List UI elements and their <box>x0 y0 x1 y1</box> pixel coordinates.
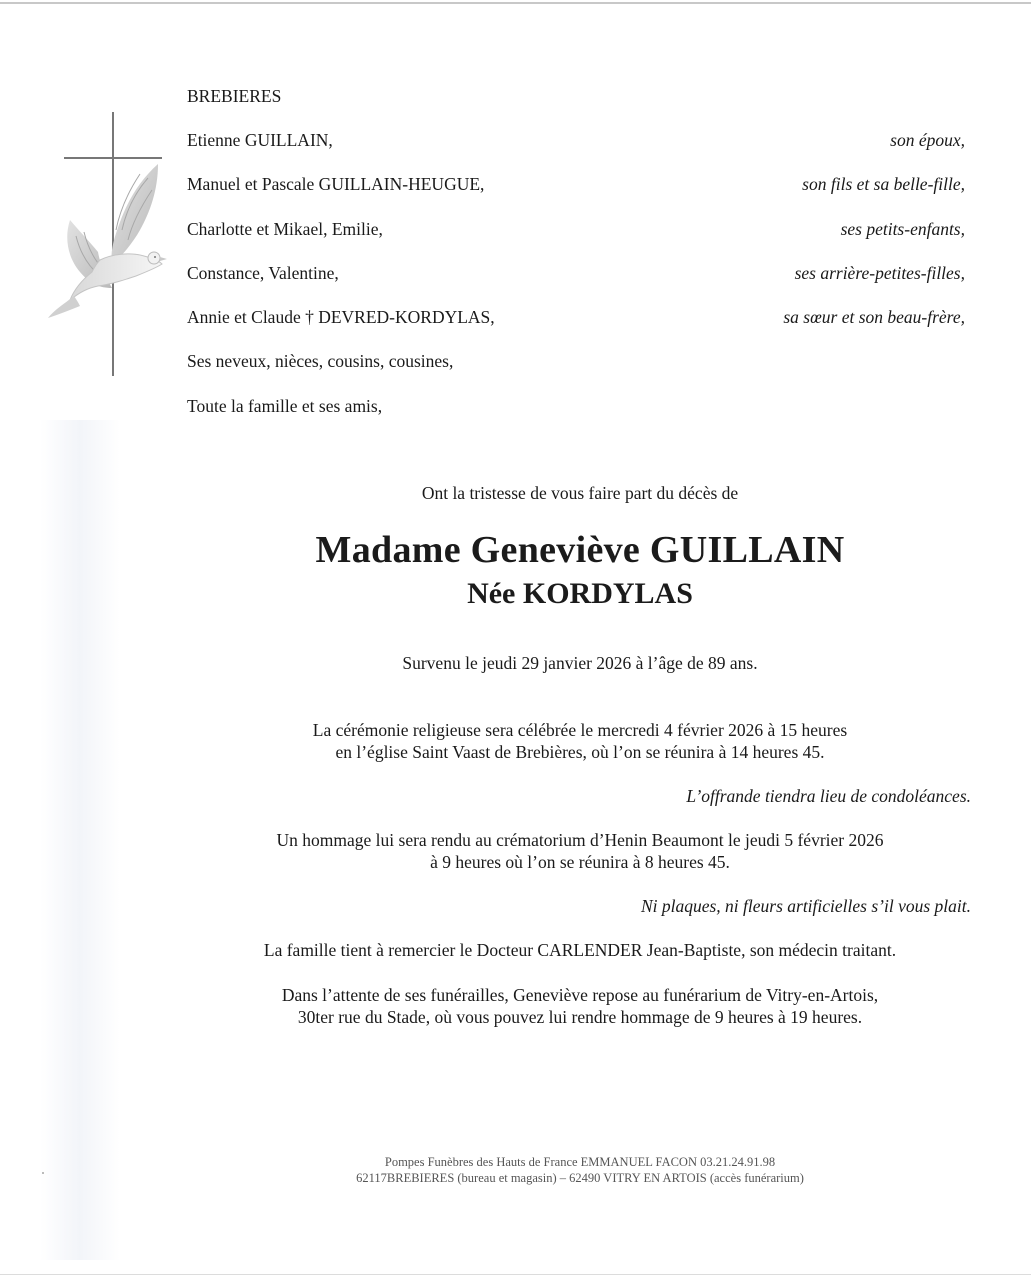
footer-line-1: Pompes Funèbres des Hauts de France EMMANUEL FACON 03.21.24.91.98 <box>384 1155 776 1169</box>
family-name-2: Manuel et Pascale GUILLAIN-HEUGUE, <box>187 174 485 194</box>
funerarium-line-2: 30ter rue du Stade, où vous pouvez lui rendre hommage de 9 heures à 19 heures. <box>297 1007 863 1027</box>
family-relation-3: ses petits-enfants, <box>840 219 965 239</box>
family-relation-4: ses arrière-petites-filles, <box>794 263 965 283</box>
family-relation-2: son fils et sa belle-fille, <box>802 174 965 194</box>
death-info: Survenu le jeudi 29 janvier 2026 à l’âge de 89 ans. <box>402 653 758 673</box>
offering-note: L’offrande tiendra lieu de condoléances. <box>686 786 971 806</box>
funerarium-line-1: Dans l’attente de ses funérailles, Geneviève repose au funérarium de Vitry-en-Artois, <box>281 985 879 1005</box>
tribute-line-1: Un hommage lui sera rendu au crématorium d’Henin Beaumont le jeudi 5 février 2026 <box>276 830 884 850</box>
footer-line-2: 62117BREBIERES (bureau et magasin) – 62490 VITRY EN ARTOIS (accès funérarium) <box>356 1171 804 1185</box>
family-name-7: Toute la famille et ses amis, <box>187 396 383 416</box>
thanks-text: La famille tient à remercier le Docteur CARLENDER Jean-Baptiste, son médecin traitant. <box>263 940 897 960</box>
family-name-5: Annie et Claude † DEVRED-KORDYLAS, <box>187 307 495 327</box>
ceremony-line-1: La cérémonie religieuse sera célébrée le mercredi 4 février 2026 à 15 heures <box>312 720 848 740</box>
family-name-4: Constance, Valentine, <box>187 263 339 283</box>
bottom-border <box>0 1274 1031 1275</box>
family-name-3: Charlotte et Mikael, Emilie, <box>187 219 383 239</box>
deceased-maiden-name: Née KORDYLAS <box>467 577 693 610</box>
town-heading: BREBIERES <box>187 86 282 106</box>
ceremony-line-2: en l’église Saint Vaast de Brebières, où l’on se réunira à 14 heures 45. <box>335 742 825 762</box>
family-relation-1: son époux, <box>890 130 965 150</box>
deceased-name: Madame Geneviève GUILLAIN <box>315 529 845 571</box>
no-flowers-note: Ni plaques, ni fleurs artificielles s’il vous plait. <box>640 896 971 916</box>
dove-icon <box>40 160 175 325</box>
family-name-6: Ses neveux, nièces, cousins, cousines, <box>187 351 454 371</box>
announcement-text: Ont la tristesse de vous faire part du décès de <box>421 483 739 503</box>
tribute-line-2: à 9 heures où l’on se réunira à 8 heures 45. <box>430 852 730 872</box>
top-border <box>0 2 1031 4</box>
family-name-1: Etienne GUILLAIN, <box>187 130 333 150</box>
family-relation-5: sa sœur et son beau-frère, <box>783 307 965 327</box>
cross-horizontal-bar <box>64 157 162 159</box>
